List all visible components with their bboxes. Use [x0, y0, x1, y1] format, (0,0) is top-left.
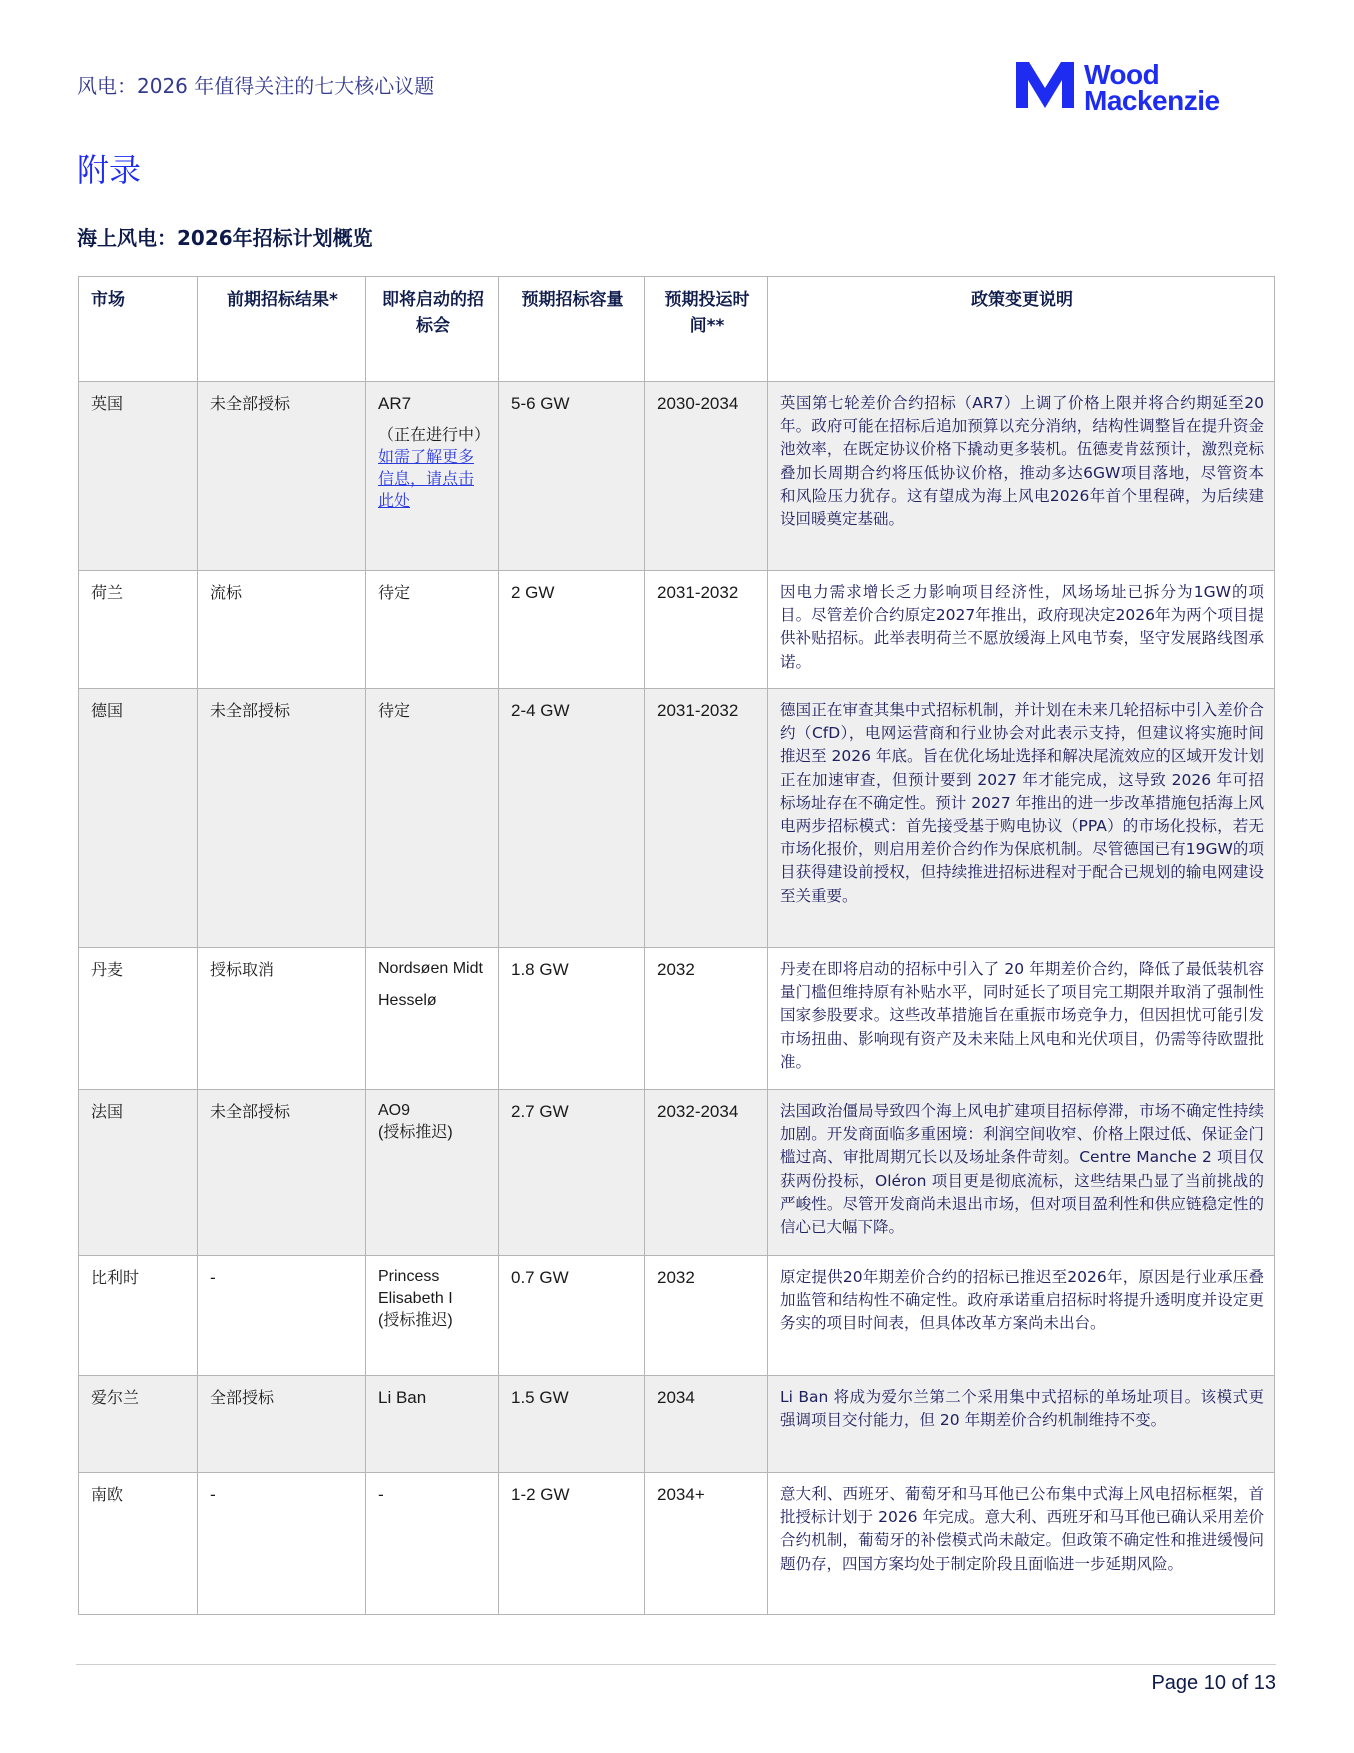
cell-cod: 2034+ [645, 1473, 768, 1615]
cell-policy: Li Ban 将成为爱尔兰第二个采用集中式招标的单场址项目。该模式更强调项目交付能力，但 20 年期差价合约机制维持不变。 [768, 1376, 1275, 1473]
cell-result: 授标取消 [198, 948, 366, 1090]
cell-policy: 意大利、西班牙、葡萄牙和马耳他已公布集中式海上风电招标框架，首批授标计划于 2026 年完成。意大利、西班牙和马耳他已确认采用差价合约机制，葡萄牙的补偿模式尚未敲定。但政策不确定性和推进缓慢问题仍存，四国方案均处于制定阶段且面临进一步延期风险。 [768, 1473, 1275, 1615]
cell-auction: 待定 [366, 689, 499, 948]
cell-auction [366, 1090, 499, 1256]
cell-cod: 2032-2034 [645, 1090, 768, 1256]
table-row [79, 1090, 1275, 1256]
wm-logo-icon [1016, 62, 1074, 108]
table-row [79, 1473, 1275, 1615]
table-row [79, 382, 1275, 571]
col-header-market: 市场 [79, 277, 198, 382]
cell-policy: 法国政治僵局导致四个海上风电扩建项目招标停滞，市场不确定性持续加剧。开发商面临多重困境：利润空间收窄、价格上限过低、保证金门槛过高、审批周期冗长以及场址条件苛刻。Centre Manche 2 项目仅获两份投标，Oléron 项目更是彻底流标，这些结果凸显了当前挑战的严峻性。尽管开发商尚未退出市场，但对项目盈利性和供应链稳定性的信心已大幅下降。 [768, 1090, 1275, 1256]
cell-market: 法国 [79, 1090, 198, 1256]
cell-market: 比利时 [79, 1256, 198, 1376]
cell-result: - [198, 1473, 366, 1615]
table-row [79, 689, 1275, 948]
cell-policy: 原定提供20年期差价合约的招标已推迟至2026年，原因是行业承压叠加监管和结构性不确定性。政府承诺重启招标时将提升透明度并设定更务实的项目时间表，但具体改革方案尚未出台。 [768, 1256, 1275, 1376]
table-header-row [79, 277, 1275, 382]
more-info-link[interactable]: 如需了解更多信息，请点击此处 [378, 449, 475, 510]
cell-policy: 英国第七轮差价合约招标（AR7）上调了价格上限并将合约期延至20年。政府可能在招标后追加预算以充分消纳，结构性调整旨在提升资金池效率，在既定协议价格下撬动更多装机。伍德麦肯兹预计，激烈竞标叠加长周期合约将压低协议价格，推动多达6GW项目落地，尽管资本和风险压力犹存。这有望成为海上风电2026年首个里程碑，为后续建设回暖奠定基础。 [768, 382, 1275, 571]
cell-capacity: 5-6 GW [499, 382, 645, 571]
table-row [79, 948, 1275, 1090]
cell-auction: 待定 [366, 571, 499, 689]
cell-capacity: 1.5 GW [499, 1376, 645, 1473]
cell-market: 德国 [79, 689, 198, 948]
cell-auction [366, 948, 499, 1090]
cell-market: 丹麦 [79, 948, 198, 1090]
table-row [79, 571, 1275, 689]
auction-name: Nordsøen Midt [378, 960, 483, 977]
cell-auction [366, 1256, 499, 1376]
auction-name: Princess Elisabeth I [378, 1268, 453, 1307]
auction-name: AO9 [378, 1102, 411, 1119]
cell-result: 全部授标 [198, 1376, 366, 1473]
cell-capacity: 0.7 GW [499, 1256, 645, 1376]
table-title: 海上风电：2026年招标计划概览 [77, 226, 373, 250]
cell-result: - [198, 1256, 366, 1376]
cell-market: 南欧 [79, 1473, 198, 1615]
table-row [79, 1256, 1275, 1376]
auction-note: (授标推迟) [378, 1312, 453, 1329]
section-title: 附录 [77, 151, 142, 189]
logo-word-2: Mackenzie [1084, 85, 1220, 116]
cell-capacity: 2-4 GW [499, 689, 645, 948]
cell-policy: 因电力需求增长乏力影响项目经济性，风场场址已拆分为1GW的项目。尽管差价合约原定2027年推出，政府现决定2026年为两个项目提供补贴招标。此举表明荷兰不愿放缓海上风电节奏，坚守发展路线图承诺。 [768, 571, 1275, 689]
cell-auction: Li Ban [366, 1376, 499, 1473]
cell-result: 未全部授标 [198, 1090, 366, 1256]
cell-cod: 2031-2032 [645, 689, 768, 948]
cell-market: 爱尔兰 [79, 1376, 198, 1473]
auction-note: (授标推迟) [378, 1124, 453, 1141]
cell-capacity: 1.8 GW [499, 948, 645, 1090]
cell-result: 流标 [198, 571, 366, 689]
logo-word-1: Wood [1084, 59, 1160, 90]
cell-cod: 2032 [645, 1256, 768, 1376]
auction-name: AR7 [378, 394, 412, 413]
cell-cod: 2034 [645, 1376, 768, 1473]
cell-result: 未全部授标 [198, 382, 366, 571]
cell-cod: 2030-2034 [645, 382, 768, 571]
col-header-policy: 政策变更说明 [768, 277, 1275, 382]
cell-capacity: 1-2 GW [499, 1473, 645, 1615]
cell-capacity: 2.7 GW [499, 1090, 645, 1256]
wood-mackenzie-logo [1016, 59, 1236, 118]
col-header-capacity: 预期招标容量 [499, 277, 645, 382]
cell-cod: 2032 [645, 948, 768, 1090]
col-header-result: 前期招标结果* [198, 277, 366, 382]
cell-market: 荷兰 [79, 571, 198, 689]
cell-market: 英国 [79, 382, 198, 571]
auction-name-2: Hesselø [378, 992, 437, 1009]
cell-policy: 德国正在审查其集中式招标机制，并计划在未来几轮招标中引入差价合约（CfD），电网运营商和行业协会对此表示支持，但建议将实施时间推迟至 2026 年底。旨在优化场址选择和解决尾流效应的区域开发计划正在加速审查，但预计要到 2027 年才能完成，这导致 2026 年可招标场址存在不确定性。预计 2027 年推出的进一步改革措施包括海上风电两步招标模式：首先接受基于购电协议（PPA）的市场化投标，若无市场化报价，则启用差价合约作为保底机制。尽管德国已有19GW的项目获得建设前授权，但持续推进招标进程对于配合已规划的输电网建设至关重要。 [768, 689, 1275, 948]
table-row [79, 1376, 1275, 1473]
cell-policy: 丹麦在即将启动的招标中引入了 20 年期差价合约，降低了最低装机容量门槛但维持原有补贴水平，同时延长了项目完工期限并取消了强制性国家参股要求。这些改革措施旨在重振市场竞争力，但因担忧可能引发市场扭曲、影响现有资产及未来陆上风电和光伏项目，仍需等待欧盟批准。 [768, 948, 1275, 1090]
cell-cod: 2031-2032 [645, 571, 768, 689]
cell-auction [366, 382, 499, 571]
tender-plan-table [78, 276, 1275, 1615]
col-header-cod: 预期投运时间** [645, 277, 768, 382]
auction-note: （正在进行中） [378, 427, 491, 444]
report-title: 风电：2026 年值得关注的七大核心议题 [77, 74, 435, 98]
cell-result: 未全部授标 [198, 689, 366, 948]
page-number: Page 10 of 13 [1151, 1672, 1276, 1694]
footer-divider [76, 1664, 1276, 1665]
cell-auction: - [366, 1473, 499, 1615]
cell-capacity: 2 GW [499, 571, 645, 689]
col-header-auction: 即将启动的招标会 [366, 277, 499, 382]
